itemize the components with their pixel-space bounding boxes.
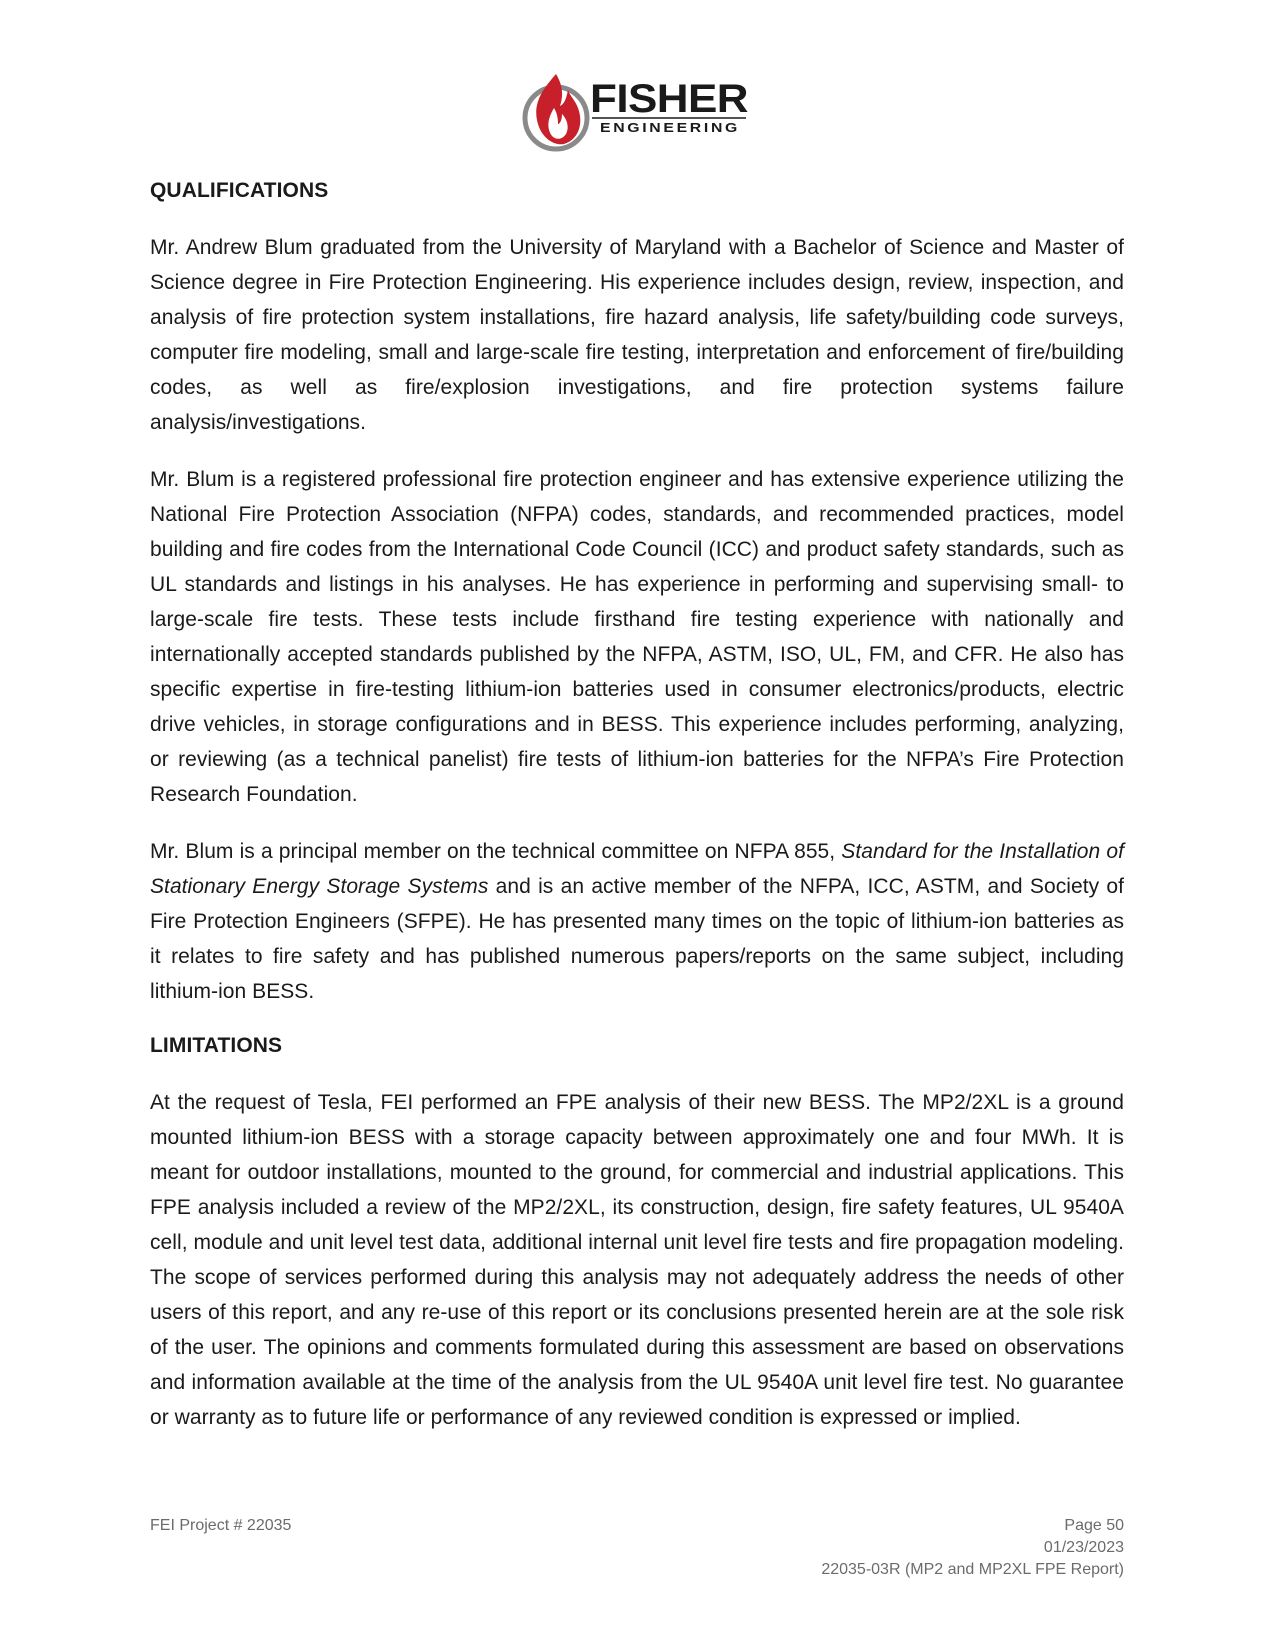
footer-page-info — [821, 1515, 1124, 1581]
qualifications-paragraph-1: Mr. Andrew Blum graduated from the University of Maryland with a Bachelor of Science and Master of Science degree in Fire Protection Engineering. His experience includes design, review, inspection, and analysis of fire protection system installations, fire hazard analysis, life safety/building code surveys, computer fire modeling, small and large-scale fire testing, interpretation and enforcement of fire/building codes, as well as fire/explosion investigations, and fire protection systems failure analysis/investigations. — [150, 236, 1124, 434]
limitations-paragraph: At the request of Tesla, FEI performed an FPE analysis of their new BESS. The MP2/2XL is a ground mounted lithium-ion BESS with a storage capacity between approximately one and four MWh. It is meant for outdoor installations, mounted to the ground, for commercial and industrial applications. This FPE analysis included a review of the MP2/2XL, its construction, design, fire safety features, UL 9540A cell, module and unit level test data, additional internal unit level fire tests and fire propagation modeling. The scope of services performed during this analysis may not adequately address the needs of other users of this report, and any re-use of this report or its conclusions presented herein are at the sole risk of the user. The opinions and comments formulated during this assessment are based on observations and information available at the time of the analysis from the UL 9540A unit level fire test. No guarantee or warranty as to future life or performance of any reviewed condition is expressed or implied. — [150, 1091, 1124, 1429]
footer-date: 01/23/2023 — [1043, 1539, 1124, 1556]
footer-project-number: FEI Project # 22035 — [150, 1517, 292, 1534]
qualifications-paragraph-2: Mr. Blum is a registered professional fire protection engineer and has extensive experience utilizing the National Fire Protection Association (NFPA) codes, standards, and recommended practices, model building and fire codes from the International Code Council (ICC) and product safety standards, such as UL standards and listings in his analyses. He has experience in performing and supervising small- to large-scale fire tests. These tests include firsthand fire testing experience with nationally and internationally accepted standards published by the NFPA, ASTM, ISO, UL, FM, and CFR. He also has specific expertise in fire-testing lithium-ion batteries used in consumer electronics/products, electric drive vehicles, in storage configurations and in BESS. This experience includes performing, analyzing, or reviewing (as a technical panelist) fire tests of lithium-ion batteries for the NFPA’s Fire Protection Research Foundation. — [150, 468, 1124, 806]
qualifications-heading: QUALIFICATIONS — [150, 179, 329, 202]
document-body — [150, 176, 1124, 1457]
footer-report-id: 22035-03R (MP2 and MP2XL FPE Report) — [821, 1561, 1124, 1578]
qualifications-paragraph-3-end: and is an active member of the NFPA, ICC, ASTM, and Society of Fire Protection Engineers (SFPE). He has presented many times on the topic of lithium-ion batteries as it relates to fire safety and has published numerous papers/reports on the same subject, including lithium-ion BESS. — [150, 875, 1124, 1003]
qualifications-paragraph-3-start: Mr. Blum is a principal member on the technical committee on NFPA 855, — [150, 840, 842, 863]
fisher-engineering-logo — [520, 68, 760, 156]
footer-page-number: Page 50 — [1064, 1517, 1124, 1534]
standard-title: Standard for the Installation of Stationary Energy Storage Systems — [150, 840, 1124, 898]
logo-subtext: ENGINEERING — [600, 120, 740, 135]
logo-wordmark: FISHER — [590, 77, 749, 121]
qualifications-paragraph-3 — [150, 834, 1124, 1009]
limitations-heading: LIMITATIONS — [150, 1034, 283, 1057]
